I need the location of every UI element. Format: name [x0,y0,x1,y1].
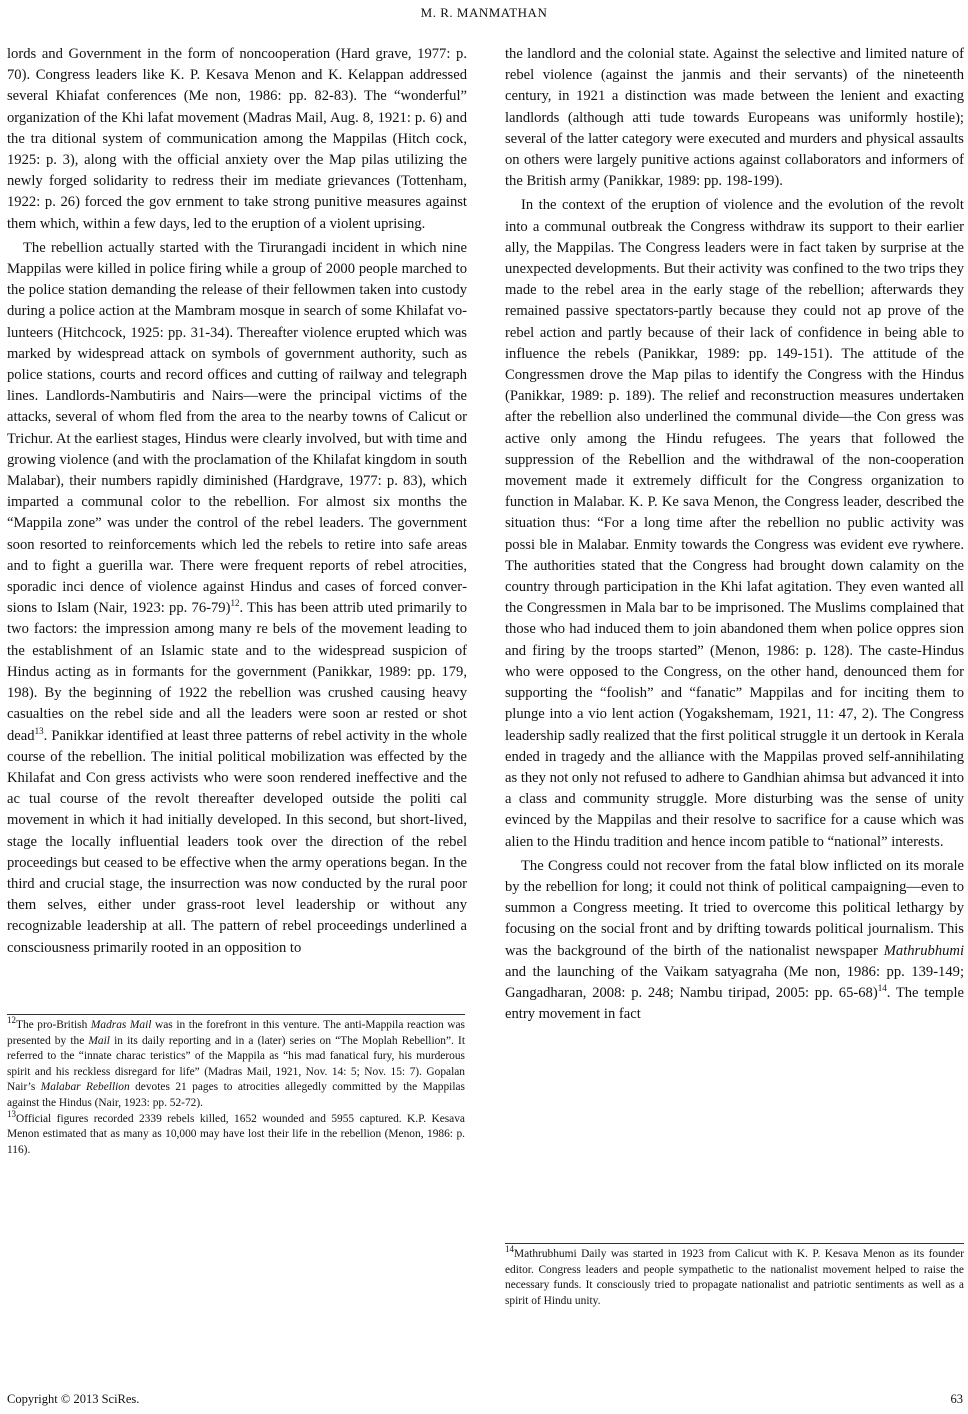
paragraph: the landlord and the colonial state. Against the selective and limited nature of rebel violence (against the janmis and their servants) of the nineteenth century, in 1921 a distinction was made between the lenient and exacting landlords (although atti tude towards Europeans was uniformly hostile); several of the latter category were executed and murders and physical assaults on others were largely punitive actions against collaborators and informers of the British army (Panikkar, 1989: pp. 198-199). [505,46,964,190]
footnote-ref[interactable]: 14 [877,983,887,994]
page-number: 63 [950,1392,963,1406]
footnotes-right [505,1243,964,1309]
footnotes-left [7,1014,465,1158]
copyright-notice: Copyright © 2013 SciRes. [7,1392,140,1406]
footnote-14: $^{14}$Mathrubhumi Daily was started in 1923 from Calicut with K. P. Kesava Menon as its founder editor. Congress leaders and people sympathetic to the nationalist movement helped to raise the necessary funds. It consciously tried to propagate nationalist and patriotic sentiments as well as a spirit of Hindu unity. [505,1244,964,1307]
page-footer [7,1392,963,1407]
paragraph: lords and Government in the form of noncooperation (Hard grave, 1977: p. 70). Congress leaders like K. P. Kesava Menon and K. Kelappan addressed several Khiafat conferences (Me non, 1986: pp. 82-83). The “wonderful” organization of the Khi lafat movement (Madras Mail, Aug. 8, 1921: p. 6) and the tra ditional system of communication among the Mappilas (Hitch cock, 1925: p. 3), along with the official anxiety over the Map pilas utilizing the newly forged solidarity to redress their im mediate grievances (Tottenham, 1922: p. 26) forced the gov ernment to take strong punitive measures against them which, within a few days, led to the eruption of a violent uprising. [7,46,467,232]
paragraph: The rebellion actually started with the Tirurangadi incident in which nine Mappilas were killed in police firing while a group of 2000 people marched to the police station demanding the release of their fellowmen taken into custody during a police action at the Mambram mosque in search of some Khilafat vo lunteers (Hitchcock, 1925: pp. 31-34). Thereafter violence erupted which was marked by widespread attack on symbols of government authority, such as police stations, courts and record offices and cutting of railway and telegraph lines. Landlords-Nambutiris and Nairs—were the principal victims of the attacks, several of whom fled from the area to the nearby towns of Calicut or Trichur. At the earliest stages, Hindus were clearly involved, but with time and growing violence (and with the proclamation of the Khilafat kingdom in south Malabar), their numbers rapidly diminished (Hardgrave, 1977: p. 83), which imparted a communal color to the rebellion. For almost six months the “Mappila zone” was under the control of the rebel leaders. The government soon resorted to reinforcements which led the rebels to retire into safe areas and to fight a guerilla war. There were frequent reports of rebel atrocities, sporadic inci dence of violence against Hindus and cases of forced conver sions to Islam (Nair, 1923: pp. 76-79)$^{12}$. This has been attrib uted primarily to two factors: the impression among many re bels of the movement leading to the establishment of an Islamic state and to the widespread suspicion of Hindus acting as in formants for the government (Panikkar, 1989: pp. 179, 198). By the beginning of 1922 the rebellion was crushed causing heavy casualties on the rebel side and all the leaders were soon ar rested or shot dead$^{13}$. Panikkar identified at least three patterns of rebel activity in the whole course of the rebellion. The initial political mobilization was effected by the Khilafat and Con gress activists who were soon rendered ineffective and the ac tual course of the revolt thereafter developed outside the politi cal movement in which it had initially developed. In this second, but short-lived, stage the locally influential leaders took over the direction of the rebel proceedings but ceased to be effective when the army operations began. In the third and crucial stage, the insurrection was now conducted by the rural poor them selves, either under grass-root level leadership or without any recognizable leadership at all. The pattern of rebel proceedings underlined a consciousness primarily rooted in an opposition to [7,239,467,956]
footnote-12: $^{12}$The pro-British Madras Mail was in the forefront in this venture. The anti-Mappila reaction was presented by the Mail in its daily reporting and in a (later) series on “The Moplah Rebellion”. It referred to the “innate charac teristics” of the Mappila as “his mad fanatical fury, his murderous spirit and his reckless disregard for life” (Madras Mail, 1921, Nov. 14: 5; Nov. 15: 7). Gopalan Nair’s Malabar Rebellion devotes 21 pages to atrocities allegedly committed by the Mappilas against the Hindus (Nair, 1923: pp. 52-72). [7,1015,466,1109]
paragraph: The Congress could not recover from the fatal blow inflicted on its morale by the rebellion for long; it could not think of political campaigning—even to summon a Congress meeting. It tried to overcome this political lethargy by focusing on the social front and by drifting towards political journalism. This was the background of the birth of the nationalist newspaper Mathrubhumi and the launching of the Vaikam satyagraha (Me non, 1986: pp. 139-149; Gangadharan, 2008: p. 248; Nambu tiripad, 2005: pp. 65-68)$^{14}$. The temple entry movement in fact [505,857,964,1023]
footnote-13: $^{13}$Official figures recorded 2339 rebels killed, 1652 wounded and 5955 captured. K.P. Kesava Menon estimated that as many as 10,000 may have lost their life in the rebellion (Menon, 1986: p. 116). [7,1108,465,1156]
paragraph: In the context of the eruption of violence and the evolution of the revolt into a communal outbreak the Congress withdraw its support to their earlier ally, the Mappilas. The Congress leaders were in fact taken by surprise at the unexpected developments. But their activity was confined to the two trips they made to the rebel area in the early stage of the rebellion; afterwards they remained passive spectators-partly because they could not ap prove of the rebel action and partly because of their lack of confidence in being able to influence the rebels (Panikkar, 1989: pp. 149-151). The attitude of the Congressmen drove the Map pilas to identify the Congress with the Hindus (Panikkar, 1989: p. 189). The relief and reconstruction measures undertaken after the rebellion also underlined the communal divide—the Con gress was active only among the Hindu refugees. The years that followed the suppression of the Rebellion and the withdrawal of the non-cooperation movement made it extremely difficult for the Congress organization to function in Malabar. K. P. Ke sava Menon, the Congress leader, described the situation thus: “For a long time after the rebellion no public activity was possi ble in Malabar. Enmity towards the Congress was evident eve rywhere. The authorities stated that the Congress had brought down calamity on the country through participation in the Khi lafat agitation. They even wanted all the Congressmen in Mala bar to be imprisoned. The Muslims complained that those who had induced them to join abandoned them when police oppres sion and firing by the troops started” (Menon, 1986: p. 128). The caste-Hindus who were opposed to the Congress, on the other hand, denounced them for supporting the “foolish” and “fanatic” Mappilas and for inciting them to plunge into a vio lent action (Yogakshemam, 1921, 11: 47, 2). The Congress leadership sadly realized that the first political struggle it un dertook in Kerala ended in tragedy and the alliance with the Mappilas proved self-annihilating as they not only not refused to adhere to Gandhian ahimsa but advanced it into a class and community struggle. More disturbing was the sense of unity evinced by the Mappilas and their resolve to sacrifice for a cause which was alien to the Hindu tradition and hence incom patible to “national” interests. [505,197,964,850]
footnote-ref[interactable]: 12 [230,598,240,609]
footnote-ref[interactable]: 13 [34,725,44,736]
footnote-divider [505,1243,964,1244]
running-header: M. R. MANMATHAN [420,5,548,20]
right-column [505,44,964,1025]
footnote-divider [7,1014,465,1015]
left-column [7,44,467,959]
newspaper-title: Mathrubhumi [883,942,964,959]
